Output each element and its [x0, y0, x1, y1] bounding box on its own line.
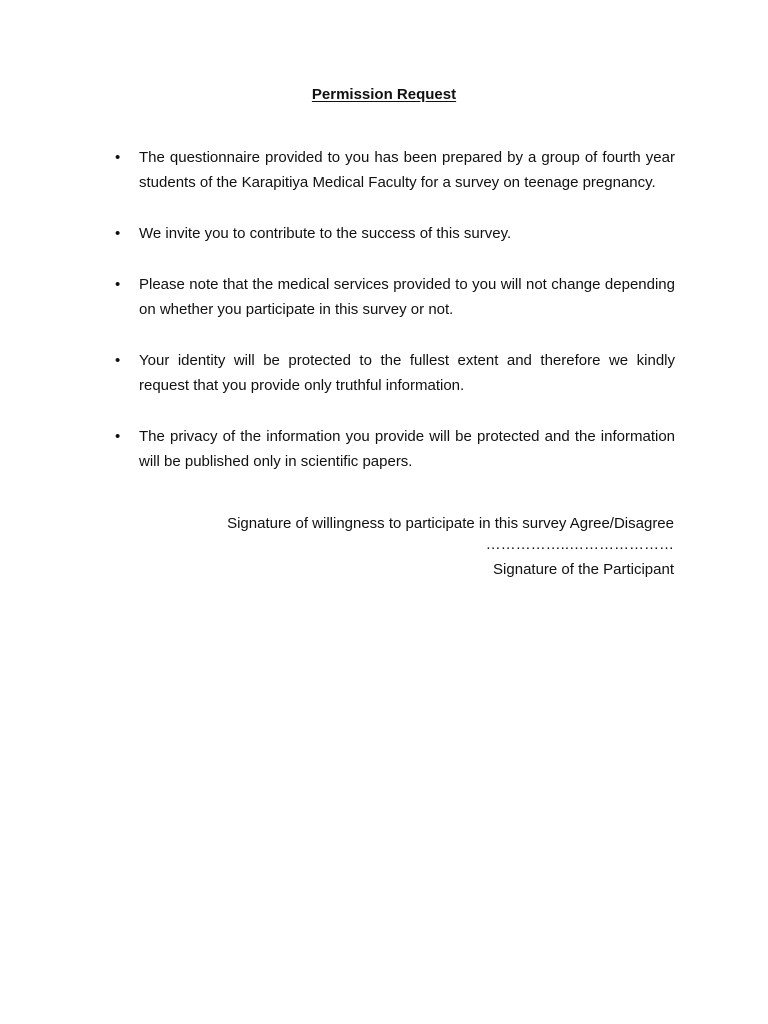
list-item: [0, 221, 675, 246]
list-item: [0, 348, 675, 398]
bullet-icon: •: [115, 352, 121, 369]
participant-signature-label: Signature of the Participant: [493, 561, 674, 578]
bullet-list: [0, 145, 768, 500]
bullet-icon: •: [115, 428, 121, 445]
list-item: [0, 424, 675, 474]
page-title: Permission Request: [311, 86, 457, 103]
bullet-icon: •: [115, 276, 121, 293]
list-item-text: We invite you to contribute to the success of this survey.: [139, 225, 512, 242]
bullet-icon: •: [115, 225, 121, 242]
willingness-statement: Signature of willingness to participate in this survey Agree/Disagree: [227, 515, 674, 532]
list-item-text: The privacy of the information you provide will be protected and the information will be published only in scientific papers.: [139, 428, 675, 470]
signature-block: [227, 511, 674, 580]
bullet-icon: •: [115, 149, 121, 166]
list-item-text: Please note that the medical services provided to you will not change depending on whether you participate in this survey or not.: [139, 276, 675, 318]
list-item-text: The questionnaire provided to you has been prepared by a group of fourth year students of the Karapitiya Medical Faculty for a survey on teenage pregnancy.: [139, 149, 675, 191]
list-item: [0, 145, 675, 195]
list-item: [0, 272, 675, 322]
signature-line: ……………..…………………: [485, 536, 674, 553]
list-item-text: Your identity will be protected to the fullest extent and therefore we kindly request that you provide only truthful information.: [139, 352, 675, 394]
